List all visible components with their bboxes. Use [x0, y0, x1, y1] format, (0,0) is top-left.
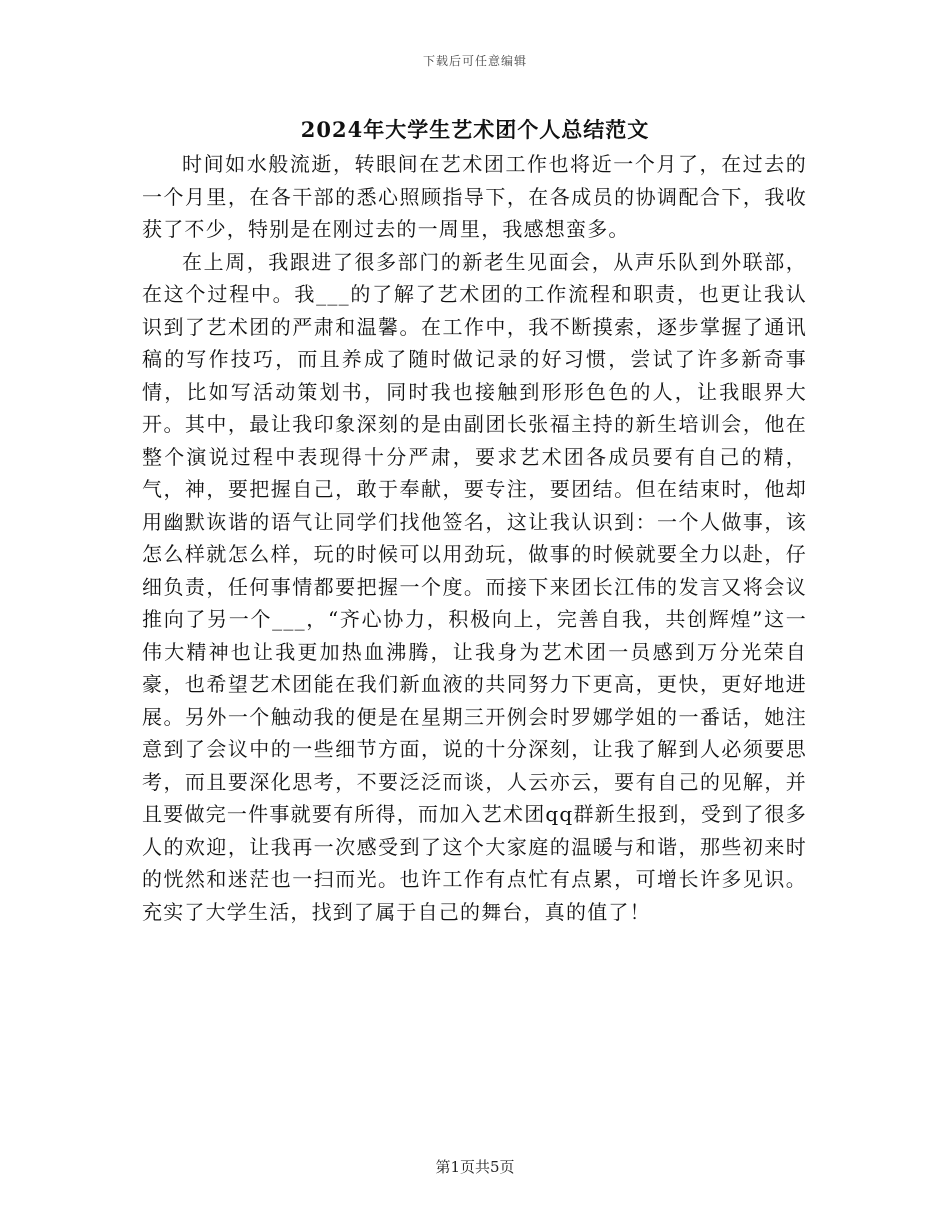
page-number: 第1页共5页 [435, 1158, 515, 1176]
document-title: 2024年大学生艺术团个人总结范文 [300, 117, 650, 142]
page-header-note: 下载后可任意编辑 [422, 54, 527, 68]
document-body [142, 148, 807, 928]
paragraph-2: 在上周，我跟进了很多部门的新老生见面会，从声乐队到外联部，在这个过程中。我___的了解了艺术团的工作流程和职责，也更让我认识到了艺术团的严肃和温馨。在工作中，我不断摸索，逐步掌握了通讯稿的写作技巧，而且养成了随时做记录的好习惯，尝试了许多新奇事情，比如写活动策划书，同时我也接触到形形色色的人，让我眼界大开。其中，最让我印象深刻的是由副团长张福主持的新生培训会，他在整个演说过程中表现得十分严肃，要求艺术团各成员要有自己的精，气，神，要把握自己，敢于奉献，要专注，要团结。但在结束时，他却用幽默诙谐的语气让同学们找他签名，这让我认识到：一个人做事，该怎么样就怎么样，玩的时候可以用劲玩，做事的时候就要全力以赴，仔细负责，任何事情都要把握一个度。而接下来团长江伟的发言又将会议推向了另一个___，“齐心协力，积极向上，完善自我，共创辉煌”这一伟大精神也让我更加热血沸腾，让我身为艺术团一员感到万分光荣自豪，也希望艺术团能在我们新血液的共同努力下更高，更快，更好地进展。另外一个触动我的便是在星期三开例会时罗娜学姐的一番话，她注意到了会议中的一些细节方面，说的十分深刻，让我了解到人必须要思考，而且要深化思考，不要泛泛而谈，人云亦云，要有自己的见解，并且要做完一件事就要有所得，而加入艺术团qq群新生报到，受到了很多人的欢迎，让我再一次感受到了这个大家庭的温暖与和谐，那些初来时的恍然和迷茫也一扫而光。也许工作有点忙有点累，可增长许多见识。充实了大学生活，找到了属于自己的舞台，真的值了！ [142, 249, 807, 924]
paragraph-1: 时间如水般流逝，转眼间在艺术团工作也将近一个月了，在过去的一个月里，在各干部的悉心照顾指导下，在各成员的协调配合下，我收获了不少，特别是在刚过去的一周里，我感想蛮多。 [142, 152, 807, 241]
